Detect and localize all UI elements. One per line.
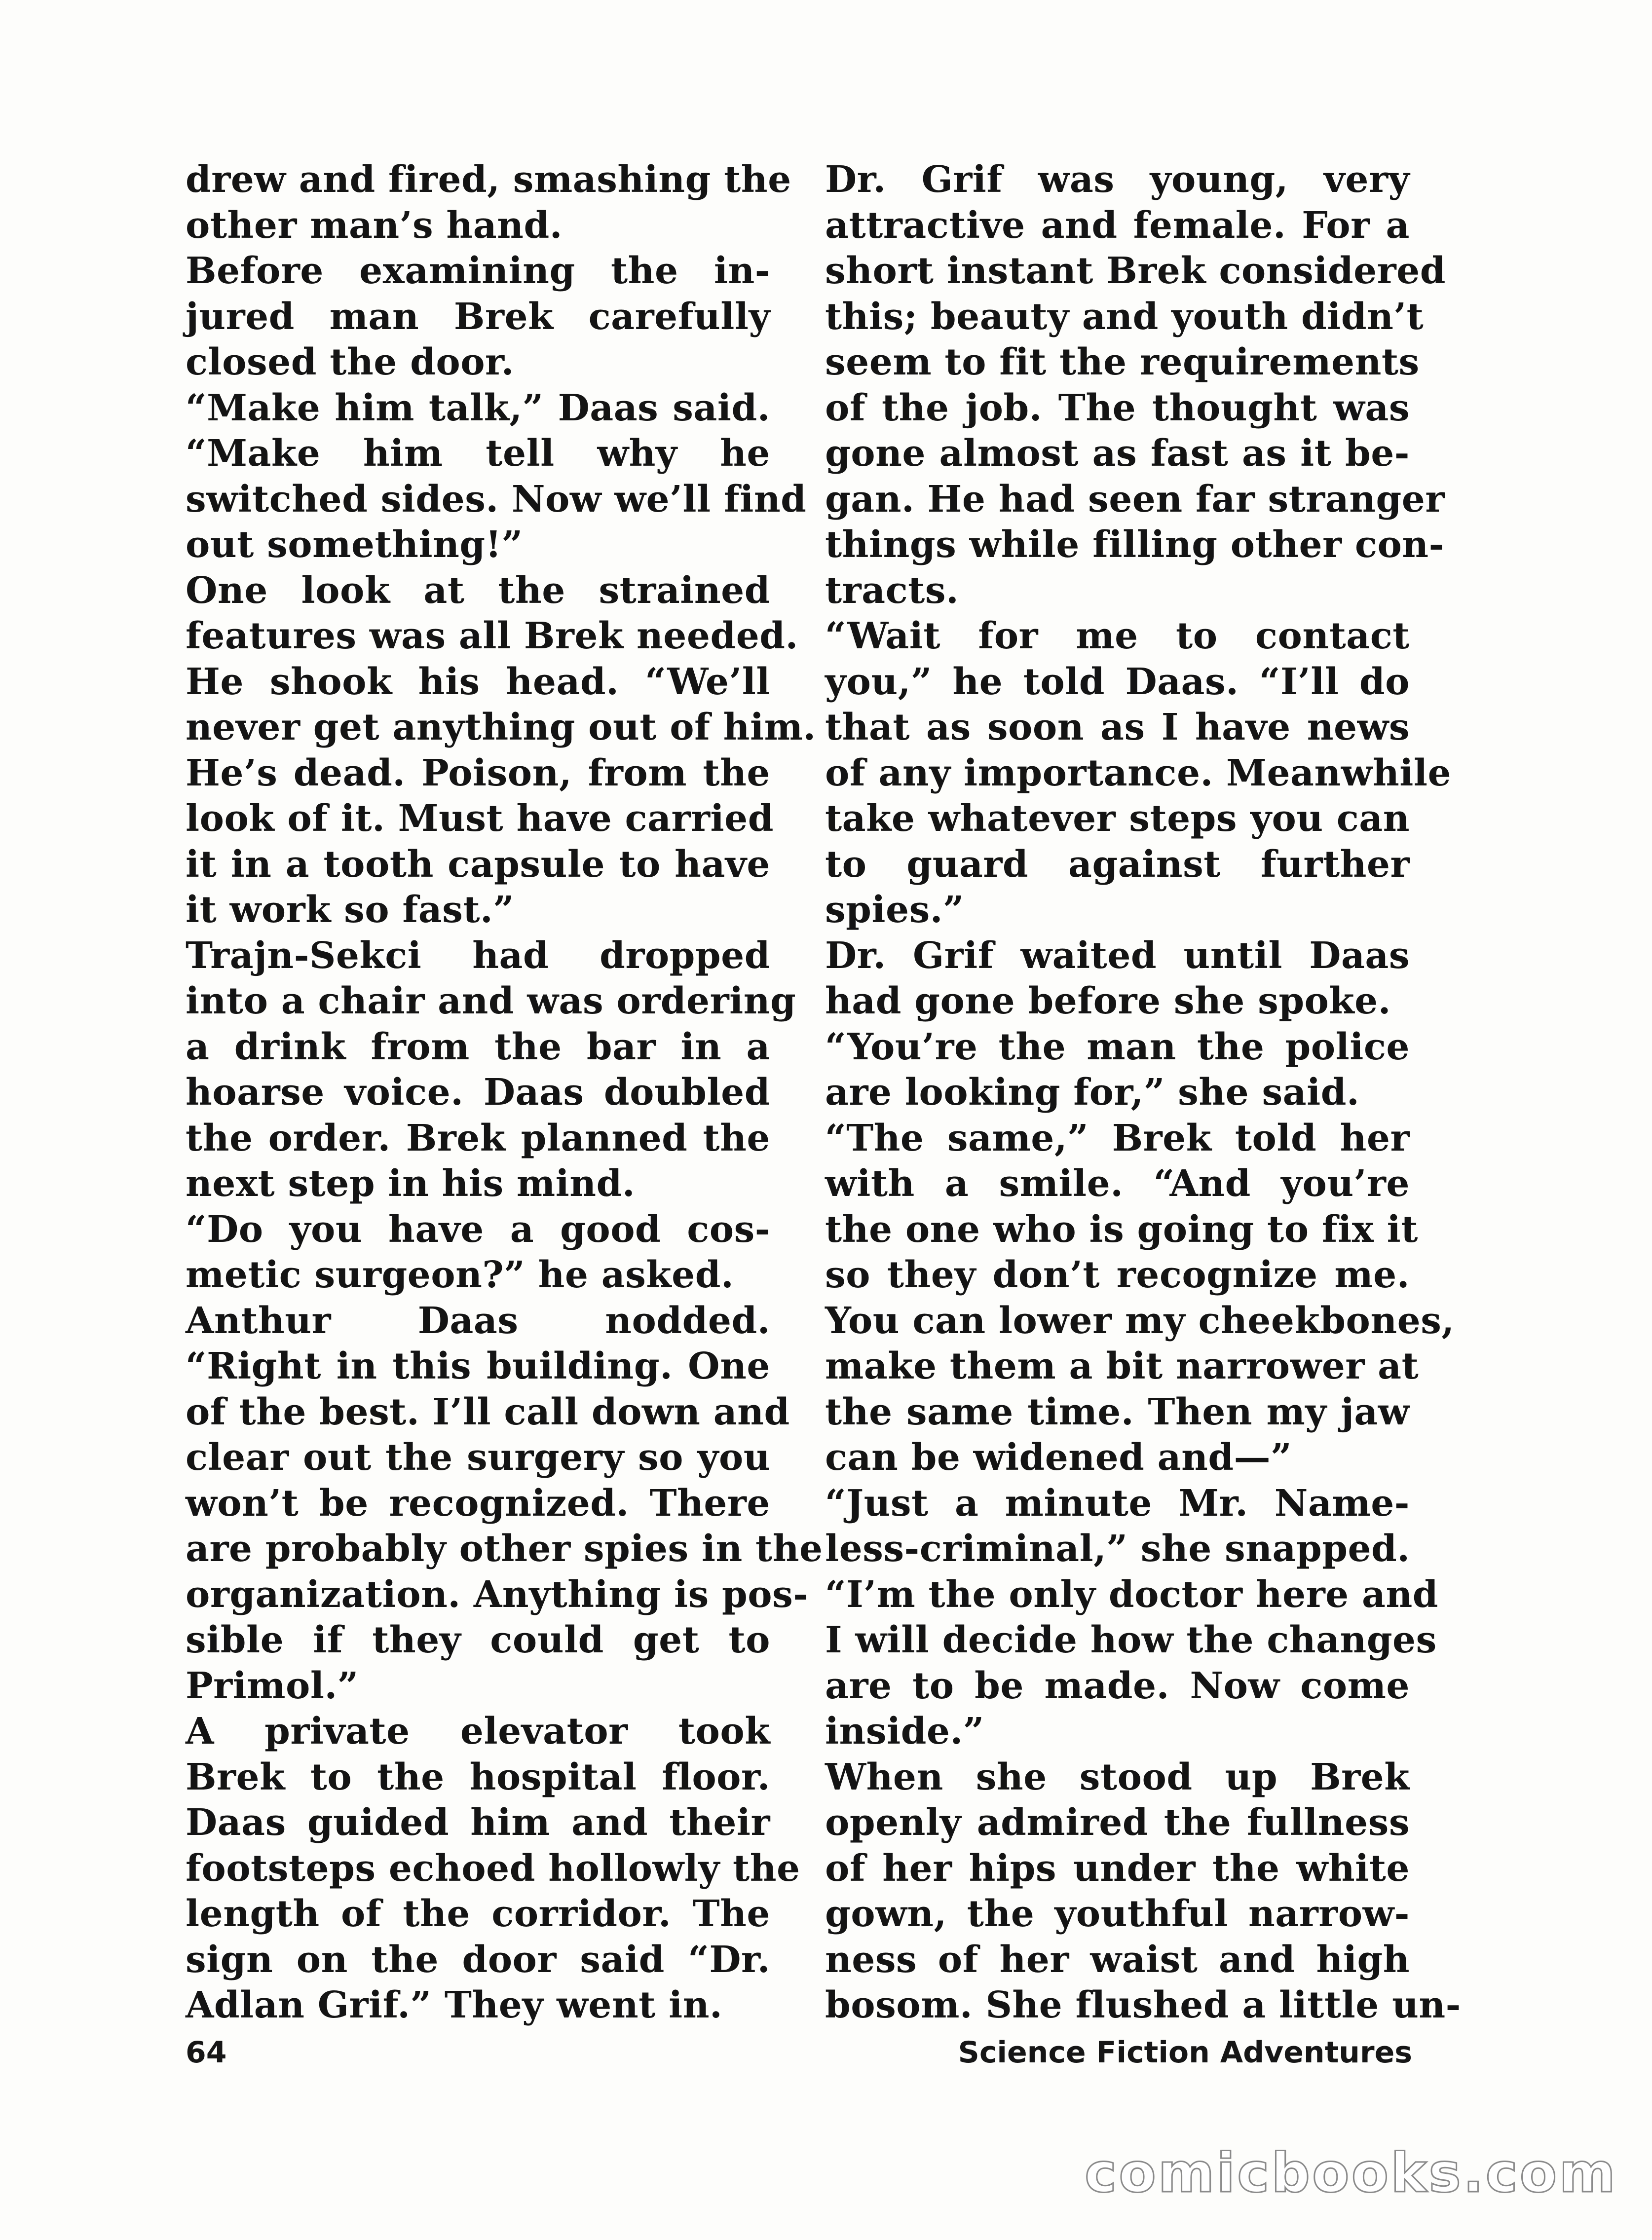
text-line: One look at the strained [186,569,770,612]
text-line: other man’s hand. [186,204,563,247]
text-line: When she stood up Brek [825,1755,1410,1798]
text-line: “I’m the only doctor here and [825,1573,1439,1616]
text-line: of her hips under the white [825,1847,1410,1890]
text-line: organization. Anything is pos- [186,1573,809,1616]
text-line: features was all Brek needed. [186,615,798,657]
right-text-column [825,157,1461,2028]
running-footer-title: Science Fiction Adventures [958,2035,1412,2070]
text-line: Primol.” [186,1664,359,1707]
text-line: Anthur Daas nodded. [186,1299,770,1342]
text-line: Dr. Grif waited until Daas [825,934,1410,977]
text-line: “Make him tell why he [186,432,770,475]
text-line: take whatever steps you can [825,797,1410,840]
text-line: spies.” [825,889,965,931]
text-line: Trajn-Sekci had dropped [186,934,770,977]
text-line: are to be made. Now come [825,1664,1410,1707]
text-line: the order. Brek planned the [186,1117,770,1159]
text-line: are probably other spies in the [186,1528,823,1570]
text-line: so they don’t recognize me. [825,1254,1410,1296]
text-line: sible if they could get to [186,1619,770,1661]
site-watermark: comicbooks.com [1085,2141,1617,2204]
text-line: won’t be recognized. There [186,1482,770,1525]
text-line: things while filling other con- [825,523,1444,566]
text-line: He shook his head. “We’ll [186,660,770,703]
text-line: out something!” [186,523,523,566]
text-line: attractive and female. For a [825,204,1410,247]
text-line: Adlan Grif.” They went in. [186,1984,723,2026]
text-line: hoarse voice. Daas doubled [186,1071,770,1114]
text-line: into a chair and was ordering [186,980,796,1022]
text-line: short instant Brek considered [825,250,1446,292]
text-line: footsteps echoed hollowly the [186,1847,800,1890]
text-line: you,” he told Daas. “I’ll do [825,660,1410,703]
text-line: ness of her waist and high [825,1938,1410,1981]
text-line: Brek to the hospital floor. [186,1755,770,1798]
text-line: of the job. The thought was [825,386,1410,429]
text-line: length of the corridor. The [186,1893,770,1935]
text-line: Daas guided him and their [186,1801,770,1844]
text-line: had gone before she spoke. [825,980,1391,1022]
text-line: “You’re the man the police [825,1025,1410,1068]
text-line: the same time. Then my jaw [825,1390,1410,1433]
page-number: 64 [186,2035,227,2070]
text-line: “Wait for me to contact [825,615,1410,657]
text-line: next step in his mind. [186,1162,636,1205]
text-line: “The same,” Brek told her [825,1117,1410,1159]
text-line: this; beauty and youth didn’t [825,295,1424,338]
text-line: are looking for,” she said. [825,1071,1360,1114]
text-line: less-criminal,” she snapped. [825,1528,1410,1570]
text-line: with a smile. “And you’re [825,1162,1410,1205]
text-line: Before examining the in- [186,250,770,292]
text-line: clear out the surgery so you [186,1436,770,1479]
text-line: gown, the youthful narrow- [825,1893,1410,1935]
text-line: You can lower my cheekbones, [825,1299,1455,1342]
text-line: “Make him talk,” Daas said. [186,386,770,429]
text-line: switched sides. Now we’ll find [186,478,807,521]
text-line: He’s dead. Poison, from the [186,751,770,794]
text-line: A private elevator took [186,1710,770,1753]
text-line: sign on the door said “Dr. [186,1938,770,1981]
text-line: “Right in this building. One [186,1345,770,1387]
text-line: inside.” [825,1710,984,1753]
text-line: it in a tooth capsule to have [186,843,770,886]
text-line: it work so fast.” [186,889,515,931]
text-line: closed the door. [186,341,515,383]
text-line: gan. He had seen far stranger [825,478,1445,521]
text-line: gone almost as fast as it be- [825,432,1410,475]
text-line: make them a bit narrower at [825,1345,1419,1387]
text-line: “Do you have a good cos- [186,1208,770,1251]
text-line: seem to fit the requirements [825,341,1420,383]
text-line: to guard against further [825,843,1410,886]
text-line: Dr. Grif was young, very [825,158,1410,201]
text-line: the one who is going to fix it [825,1208,1418,1251]
left-text-column [186,157,823,2028]
text-line: a drink from the bar in a [186,1025,770,1068]
text-line: “Just a minute Mr. Name- [825,1482,1410,1525]
text-line: bosom. She flushed a little un- [825,1984,1461,2026]
text-line: that as soon as I have news [825,706,1410,748]
text-line: of any importance. Meanwhile [825,751,1452,794]
text-line: openly admired the fullness [825,1801,1410,1844]
text-line: never get anything out of him. [186,706,816,748]
text-line: I will decide how the changes [825,1619,1437,1661]
text-line: of the best. I’ll call down and [186,1390,790,1433]
text-line: tracts. [825,569,959,612]
text-line: drew and fired, smashing the [186,158,791,201]
text-line: can be widened and—” [825,1436,1292,1479]
text-line: metic surgeon?” he asked. [186,1254,734,1296]
text-line: jured man Brek carefully [186,295,770,338]
text-line: look of it. Must have carried [186,797,774,840]
